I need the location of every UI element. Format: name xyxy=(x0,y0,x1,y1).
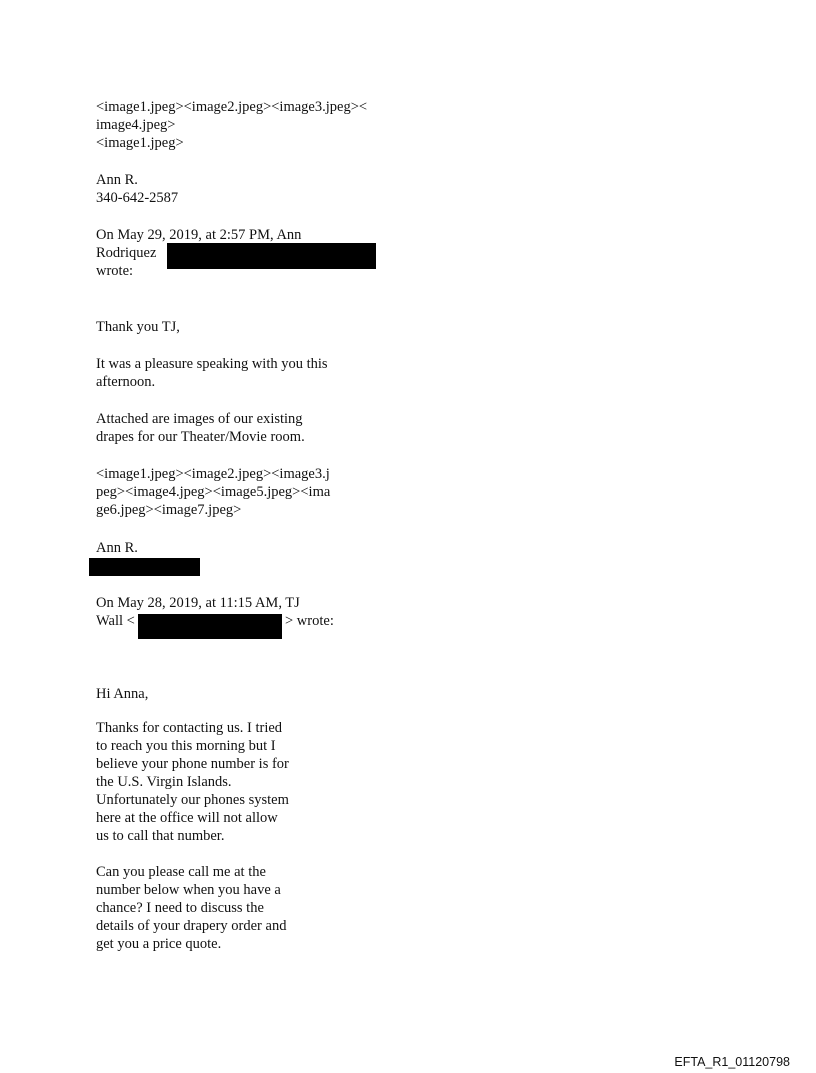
quote-header-line: Wall < xyxy=(96,613,135,629)
quote-header-line: On May 29, 2019, at 2:57 PM, Ann xyxy=(96,227,302,243)
message-line: the U.S. Virgin Islands. xyxy=(96,774,232,790)
message-line: drapes for our Theater/Movie room. xyxy=(96,429,305,445)
message-greeting: Thank you TJ, xyxy=(96,319,180,335)
message-line: Attached are images of our existing xyxy=(96,411,303,427)
message-line: details of your drapery order and xyxy=(96,918,287,934)
quote-header-line: Rodriquez xyxy=(96,245,157,261)
signature-name: Ann R. xyxy=(96,172,138,188)
attachment-list-line: <image1.jpeg> xyxy=(96,135,184,151)
attachment-list-line: ge6.jpeg><image7.jpeg> xyxy=(96,502,242,518)
quote-header-line: wrote: xyxy=(96,263,134,279)
message-line: get you a price quote. xyxy=(96,936,222,952)
quote-header-line: On May 28, 2019, at 11:15 AM, TJ xyxy=(96,595,300,611)
message-line: to reach you this morning but I xyxy=(96,738,276,754)
signature-name: Ann R. xyxy=(96,540,138,556)
message-line: Can you please call me at the xyxy=(96,864,266,880)
attachment-list-line: <image1.jpeg><image2.jpeg><image3.j xyxy=(96,466,330,482)
document-id: EFTA_R1_01120798 xyxy=(674,1055,790,1069)
message-line: Unfortunately our phones system xyxy=(96,792,289,808)
message-greeting: Hi Anna, xyxy=(96,686,149,702)
redaction-bar xyxy=(138,614,282,639)
redaction-bar xyxy=(89,558,200,576)
message-line: Thanks for contacting us. I tried xyxy=(96,720,283,736)
signature-phone: 340-642-2587 xyxy=(96,190,179,206)
message-line: chance? I need to discuss the xyxy=(96,900,264,916)
message-line: believe your phone number is for xyxy=(96,756,289,772)
redaction-bar xyxy=(167,243,376,269)
quote-header-line: > wrote: xyxy=(285,613,334,629)
attachment-list-line: image4.jpeg> xyxy=(96,117,176,133)
attachment-list-line: peg><image4.jpeg><image5.jpeg><ima xyxy=(96,484,331,500)
message-line: here at the office will not allow xyxy=(96,810,278,826)
attachment-list-line: <image1.jpeg><image2.jpeg><image3.jpeg>< xyxy=(96,99,368,115)
message-line: It was a pleasure speaking with you this xyxy=(96,356,328,372)
message-line: us to call that number. xyxy=(96,828,225,844)
message-line: afternoon. xyxy=(96,374,156,390)
message-line: number below when you have a xyxy=(96,882,281,898)
